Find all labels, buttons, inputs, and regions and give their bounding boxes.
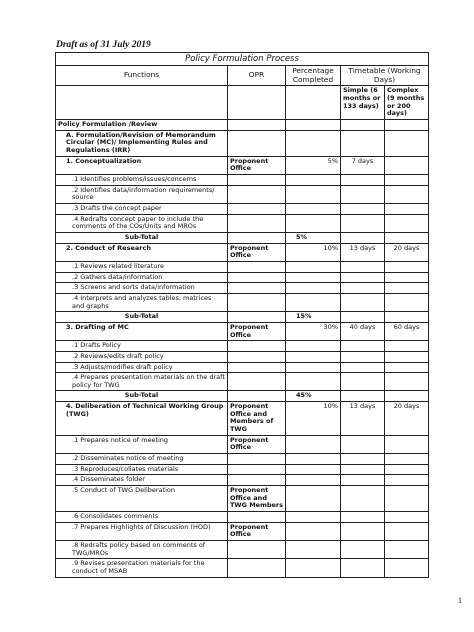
function-cell: Sub-Total	[56, 312, 228, 323]
table-row	[56, 486, 429, 512]
subtotal-row	[56, 312, 429, 323]
simple-days-cell	[341, 559, 385, 577]
function-cell: .4 Prepares presentation materials on the draft policy for TWG	[56, 373, 228, 391]
complex-days-cell	[385, 362, 429, 373]
table-row	[56, 559, 429, 577]
simple-days-cell: 13 days	[341, 243, 385, 261]
percentage-cell	[286, 293, 341, 311]
complex-days-cell	[385, 185, 429, 203]
header-simple: Simple (6 months or 133 days)	[341, 86, 385, 120]
simple-days-cell	[341, 540, 385, 558]
function-cell: .2 Reviews/edits draft policy	[56, 351, 228, 362]
table-row	[56, 351, 429, 362]
function-cell: .3 Drafts the concept paper	[56, 204, 228, 215]
function-cell: 3. Drafting of MC	[56, 322, 228, 340]
table-row	[56, 283, 429, 294]
percentage-cell	[286, 175, 341, 186]
complex-days-cell	[385, 261, 429, 272]
table-row	[56, 175, 429, 186]
complex-days-cell	[385, 351, 429, 362]
table-row	[56, 475, 429, 486]
complex-days-cell	[385, 156, 429, 174]
function-cell: Sub-Total	[56, 232, 228, 243]
simple-days-cell: 13 days	[341, 402, 385, 436]
complex-days-cell	[385, 522, 429, 540]
percentage-cell: 15%	[286, 312, 341, 323]
percentage-cell	[286, 435, 341, 453]
table-row	[56, 464, 429, 475]
simple-days-cell	[341, 232, 385, 243]
complex-days-cell	[385, 214, 429, 232]
opr-cell	[228, 454, 286, 465]
function-cell: .2 Gathers data/information	[56, 272, 228, 283]
function-cell: .9 Revises presentation materials for the conduct of MSAB	[56, 559, 228, 577]
simple-days-cell	[341, 454, 385, 465]
percentage-cell	[286, 475, 341, 486]
page-number: 1	[458, 596, 462, 605]
opr-cell	[228, 373, 286, 391]
opr-cell	[228, 283, 286, 294]
simple-days-cell	[341, 261, 385, 272]
complex-days-cell	[385, 312, 429, 323]
opr-cell	[228, 351, 286, 362]
simple-days-cell	[341, 272, 385, 283]
simple-days-cell	[341, 204, 385, 215]
percentage-cell	[286, 454, 341, 465]
simple-days-cell	[341, 185, 385, 203]
opr-cell	[228, 559, 286, 577]
simple-days-cell	[341, 351, 385, 362]
table-row	[56, 373, 429, 391]
opr-cell	[228, 540, 286, 558]
percentage-cell: 45%	[286, 391, 341, 402]
opr-cell: Proponent Office	[228, 156, 286, 174]
header-percentage: Percentage Completed	[286, 66, 341, 86]
opr-cell: Proponent Office	[228, 243, 286, 261]
percentage-cell	[286, 261, 341, 272]
function-cell: .1 Identifies problems/issues/concerns	[56, 175, 228, 186]
complex-days-cell	[385, 341, 429, 352]
percentage-cell	[286, 486, 341, 512]
complex-days-cell	[385, 204, 429, 215]
percentage-cell	[286, 283, 341, 294]
percentage-cell	[286, 214, 341, 232]
opr-cell	[228, 512, 286, 523]
opr-cell	[228, 175, 286, 186]
opr-cell: Proponent Office	[228, 522, 286, 540]
opr-cell	[228, 272, 286, 283]
opr-cell	[228, 293, 286, 311]
simple-days-cell	[341, 283, 385, 294]
table-row	[56, 293, 429, 311]
percentage-cell: 30%	[286, 322, 341, 340]
percentage-cell	[286, 522, 341, 540]
complex-days-cell	[385, 486, 429, 512]
subtotal-row	[56, 232, 429, 243]
percentage-cell	[286, 373, 341, 391]
table-row	[56, 214, 429, 232]
percentage-cell	[286, 341, 341, 352]
simple-days-cell	[341, 435, 385, 453]
function-cell: .2 Disseminates notice of meeting	[56, 454, 228, 465]
percentage-cell: 5%	[286, 232, 341, 243]
simple-days-cell	[341, 341, 385, 352]
opr-cell: Proponent Office and Members of TWG	[228, 402, 286, 436]
complex-days-cell	[385, 232, 429, 243]
percentage-cell	[286, 512, 341, 523]
complex-days-cell: 20 days	[385, 243, 429, 261]
percentage-cell	[286, 362, 341, 373]
simple-days-cell	[341, 312, 385, 323]
function-cell: .3 Screens and sorts data/information	[56, 283, 228, 294]
complex-days-cell	[385, 540, 429, 558]
simple-days-cell	[341, 522, 385, 540]
table-row	[56, 454, 429, 465]
table-row	[56, 204, 429, 215]
table-row	[56, 261, 429, 272]
function-cell: .8 Redrafts policy based on comments of TWG/MROs	[56, 540, 228, 558]
function-cell: .2 Identifies data/information requirements/ source	[56, 185, 228, 203]
table-row	[56, 402, 429, 436]
function-cell: 1. Conceptualization	[56, 156, 228, 174]
percentage-cell	[286, 272, 341, 283]
table-row	[56, 243, 429, 261]
table-row	[56, 272, 429, 283]
percentage-cell: 10%	[286, 243, 341, 261]
simple-days-cell	[341, 214, 385, 232]
percentage-cell: 5%	[286, 156, 341, 174]
subsection-heading: A. Formulation/Revision of Memorandum Circular (MC)/ Implementing Rules and Regulations (IRR)	[56, 130, 228, 156]
complex-days-cell	[385, 475, 429, 486]
opr-cell	[228, 464, 286, 475]
table-row	[56, 185, 429, 203]
table-row	[56, 362, 429, 373]
policy-formulation-table	[55, 52, 429, 578]
opr-cell	[228, 232, 286, 243]
complex-days-cell: 60 days	[385, 322, 429, 340]
simple-days-cell	[341, 512, 385, 523]
percentage-cell	[286, 351, 341, 362]
function-cell: .5 Conduct of TWG Deliberation	[56, 486, 228, 512]
complex-days-cell	[385, 512, 429, 523]
header-complex: Complex (9 months or 200 days)	[385, 86, 429, 120]
table-row	[56, 156, 429, 174]
complex-days-cell	[385, 391, 429, 402]
complex-days-cell	[385, 464, 429, 475]
function-cell: .1 Drafts Policy	[56, 341, 228, 352]
opr-cell: Proponent Office and TWG Members	[228, 486, 286, 512]
table-row	[56, 435, 429, 453]
function-cell: .4 Disseminates folder	[56, 475, 228, 486]
function-cell: 4. Deliberation of Technical Working Group (TWG)	[56, 402, 228, 436]
function-cell: .7 Prepares Highlights of Discussion (HOD)	[56, 522, 228, 540]
percentage-cell	[286, 540, 341, 558]
header-opr: OPR	[228, 66, 286, 86]
complex-days-cell	[385, 559, 429, 577]
simple-days-cell	[341, 475, 385, 486]
opr-cell	[228, 312, 286, 323]
complex-days-cell	[385, 373, 429, 391]
function-cell: .3 Reproduces/collates materials	[56, 464, 228, 475]
simple-days-cell	[341, 175, 385, 186]
complex-days-cell	[385, 283, 429, 294]
simple-days-cell: 40 days	[341, 322, 385, 340]
opr-cell	[228, 341, 286, 352]
complex-days-cell	[385, 293, 429, 311]
function-cell: .3 Adjusts/modifies draft policy	[56, 362, 228, 373]
percentage-cell	[286, 559, 341, 577]
table-row	[56, 322, 429, 340]
simple-days-cell	[341, 391, 385, 402]
simple-days-cell	[341, 486, 385, 512]
opr-cell	[228, 185, 286, 203]
function-cell: .6 Consolidates comments	[56, 512, 228, 523]
header-functions: Functions	[56, 66, 228, 86]
simple-days-cell	[341, 362, 385, 373]
percentage-cell	[286, 204, 341, 215]
opr-cell	[228, 391, 286, 402]
percentage-cell: 10%	[286, 402, 341, 436]
function-cell: Sub-Total	[56, 391, 228, 402]
percentage-cell	[286, 464, 341, 475]
complex-days-cell	[385, 454, 429, 465]
section-heading: Policy Formulation /Review	[56, 120, 228, 131]
table-row	[56, 341, 429, 352]
complex-days-cell	[385, 272, 429, 283]
opr-cell	[228, 204, 286, 215]
simple-days-cell	[341, 373, 385, 391]
opr-cell	[228, 362, 286, 373]
function-cell: .4 Redrafts concept paper to include the comments of the COs/Units and MROs	[56, 214, 228, 232]
simple-days-cell	[341, 464, 385, 475]
function-cell: .4 Interprets and analyzes tables, matrices and graphs	[56, 293, 228, 311]
opr-cell	[228, 261, 286, 272]
table-row	[56, 512, 429, 523]
opr-cell: Proponent Office	[228, 322, 286, 340]
percentage-cell	[286, 185, 341, 203]
function-cell: 2. Conduct of Research	[56, 243, 228, 261]
table-title: Policy Formulation Process	[56, 53, 429, 66]
opr-cell	[228, 214, 286, 232]
table-row	[56, 522, 429, 540]
draft-date-label: Draft as of 31 July 2019	[56, 40, 151, 50]
simple-days-cell	[341, 293, 385, 311]
header-timetable: Timetable (Working Days)	[341, 66, 429, 86]
opr-cell	[228, 475, 286, 486]
simple-days-cell: 7 days	[341, 156, 385, 174]
complex-days-cell	[385, 435, 429, 453]
complex-days-cell: 20 days	[385, 402, 429, 436]
subtotal-row	[56, 391, 429, 402]
function-cell: .1 Reviews related literature	[56, 261, 228, 272]
opr-cell: Proponent Office	[228, 435, 286, 453]
function-cell: .1 Prepares notice of meeting	[56, 435, 228, 453]
complex-days-cell	[385, 175, 429, 186]
table-row	[56, 540, 429, 558]
